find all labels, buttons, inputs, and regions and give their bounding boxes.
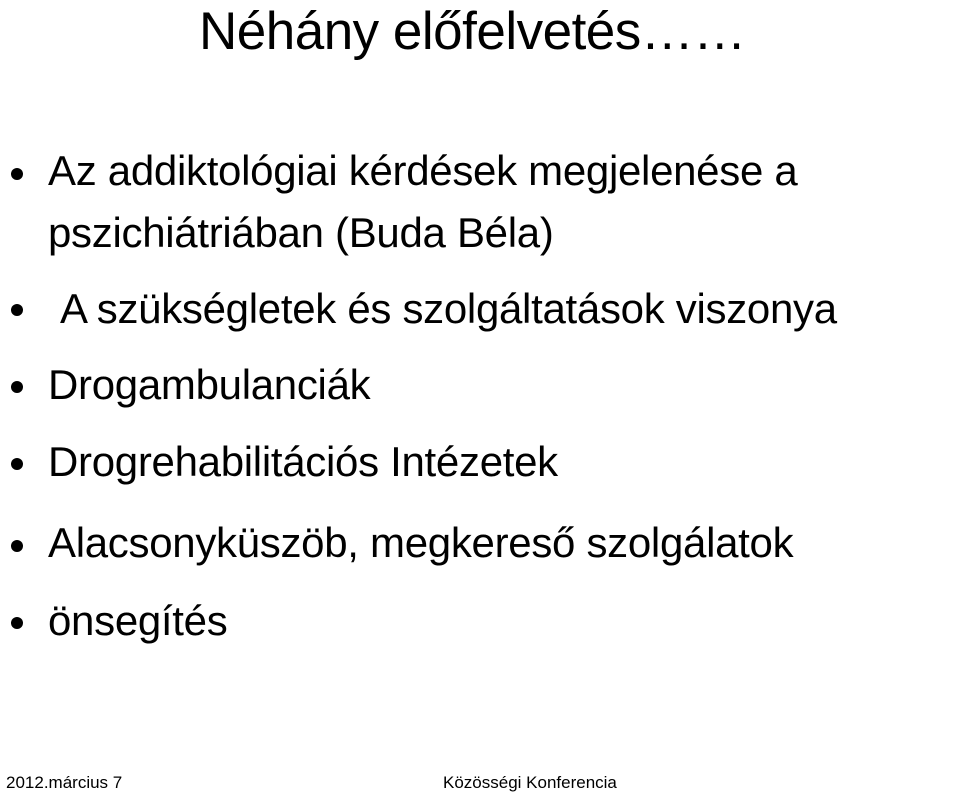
- bullet-icon: [11, 458, 23, 470]
- bullet-text: Drogambulanciák: [48, 361, 371, 408]
- bullet-text-continued: pszichiátriában (Buda Béla): [48, 209, 554, 256]
- bullet-text: Alacsonyküszöb, megkereső szolgálatok: [48, 519, 794, 566]
- slide-title: Néhány előfelvetés……: [199, 2, 746, 61]
- bullet-text: Az addiktológiai kérdések megjelenése a: [48, 147, 798, 194]
- bullet-icon: [11, 540, 23, 552]
- bullet-icon: [11, 617, 23, 629]
- bullet-icon: [11, 381, 23, 393]
- bullet-icon: [11, 168, 23, 180]
- footer-date: 2012.március 7: [6, 773, 123, 792]
- bullet-text: önsegítés: [48, 597, 228, 644]
- footer-title: Közösségi Konferencia: [443, 773, 617, 792]
- bullet-text: Drogrehabilitációs Intézetek: [48, 438, 558, 485]
- bullet-icon: [11, 304, 23, 316]
- bullet-text: A szükségletek és szolgáltatások viszonya: [60, 285, 837, 332]
